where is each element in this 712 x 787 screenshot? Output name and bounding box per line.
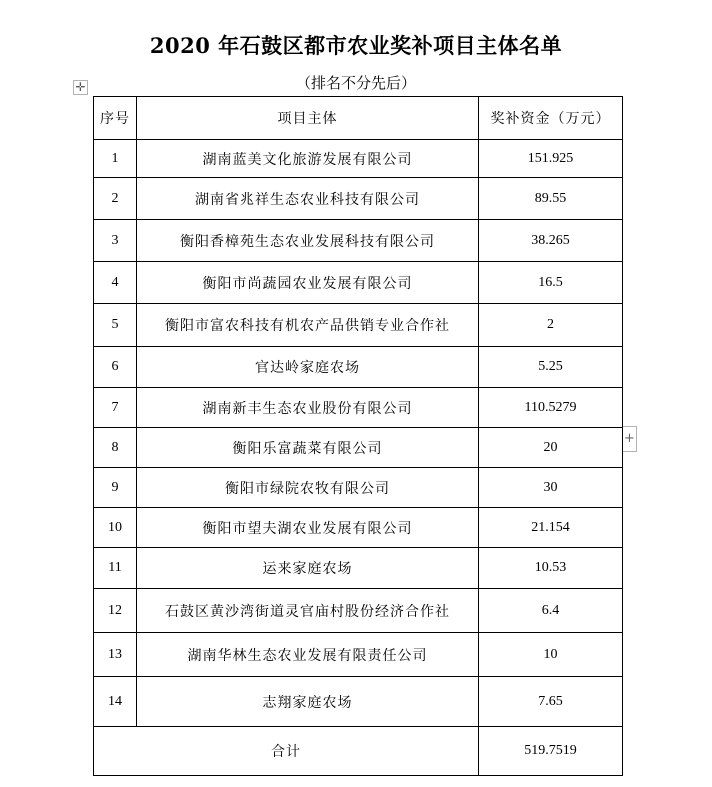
- table-row: [94, 178, 623, 220]
- total-row: [94, 727, 623, 776]
- cell-index: 13: [94, 633, 137, 677]
- table-header-row: [94, 97, 623, 140]
- cell-entity: 湖南蓝美文化旅游发展有限公司: [137, 140, 479, 178]
- cell-amount: 30: [479, 468, 623, 508]
- cell-amount: 38.265: [479, 220, 623, 262]
- cell-entity: 湖南新丰生态农业股份有限公司: [137, 388, 479, 428]
- cell-index: 14: [94, 677, 137, 727]
- cell-index: 6: [94, 347, 137, 388]
- cell-index: 8: [94, 428, 137, 468]
- table-row: [94, 508, 623, 548]
- cell-amount: 2: [479, 304, 623, 347]
- cell-entity: 衡阳市尚蔬园农业发展有限公司: [137, 262, 479, 304]
- cell-index: 1: [94, 140, 137, 178]
- table-row: [94, 633, 623, 677]
- header-entity: 项目主体: [137, 97, 479, 140]
- table-row: [94, 428, 623, 468]
- cell-entity: 衡阳乐富蔬菜有限公司: [137, 428, 479, 468]
- header-amount: 奖补资金（万元）: [479, 97, 623, 140]
- cell-amount: 89.55: [479, 178, 623, 220]
- cell-index: 7: [94, 388, 137, 428]
- cell-amount: 6.4: [479, 589, 623, 633]
- table-row: [94, 347, 623, 388]
- cell-amount: 16.5: [479, 262, 623, 304]
- cell-index: 4: [94, 262, 137, 304]
- cell-index: 2: [94, 178, 137, 220]
- document-title: 2020 年石鼓区都市农业奖补项目主体名单: [149, 33, 563, 58]
- cell-amount: 151.925: [479, 140, 623, 178]
- cell-entity: 石鼓区黄沙湾街道灵官庙村股份经济合作社: [137, 589, 479, 633]
- cell-index: 5: [94, 304, 137, 347]
- cell-entity: 衡阳香樟苑生态农业发展科技有限公司: [137, 220, 479, 262]
- cell-index: 9: [94, 468, 137, 508]
- cell-entity: 志翔家庭农场: [137, 677, 479, 727]
- total-amount: 519.7519: [479, 727, 623, 776]
- cell-entity: 衡阳市绿院农牧有限公司: [137, 468, 479, 508]
- table-row: [94, 220, 623, 262]
- header-index: 序号: [94, 97, 137, 140]
- table-row: [94, 468, 623, 508]
- document-subtitle: （排名不分先后）: [295, 74, 416, 92]
- cell-index: 11: [94, 548, 137, 589]
- table-row: [94, 548, 623, 589]
- add-row-plus-icon[interactable]: +: [622, 426, 637, 452]
- table-row: [94, 262, 623, 304]
- cell-amount: 110.5279: [479, 388, 623, 428]
- cell-entity: 官达岭家庭农场: [137, 347, 479, 388]
- table-row: [94, 388, 623, 428]
- cell-entity: 湖南省兆祥生态农业科技有限公司: [137, 178, 479, 220]
- cell-entity: 运来家庭农场: [137, 548, 479, 589]
- cell-index: 3: [94, 220, 137, 262]
- table-move-handle-icon[interactable]: ✛: [73, 80, 88, 95]
- cell-amount: 21.154: [479, 508, 623, 548]
- cell-amount: 10: [479, 633, 623, 677]
- cell-index: 10: [94, 508, 137, 548]
- award-table: [93, 96, 623, 776]
- cell-amount: 20: [479, 428, 623, 468]
- cell-index: 12: [94, 589, 137, 633]
- table-row: [94, 677, 623, 727]
- table-row: [94, 140, 623, 178]
- total-label: 合计: [94, 727, 479, 776]
- table-row: [94, 304, 623, 347]
- cell-amount: 10.53: [479, 548, 623, 589]
- table-row: [94, 589, 623, 633]
- cell-entity: 湖南华林生态农业发展有限责任公司: [137, 633, 479, 677]
- cell-amount: 7.65: [479, 677, 623, 727]
- cell-amount: 5.25: [479, 347, 623, 388]
- cell-entity: 衡阳市望夫湖农业发展有限公司: [137, 508, 479, 548]
- cell-entity: 衡阳市富农科技有机农产品供销专业合作社: [137, 304, 479, 347]
